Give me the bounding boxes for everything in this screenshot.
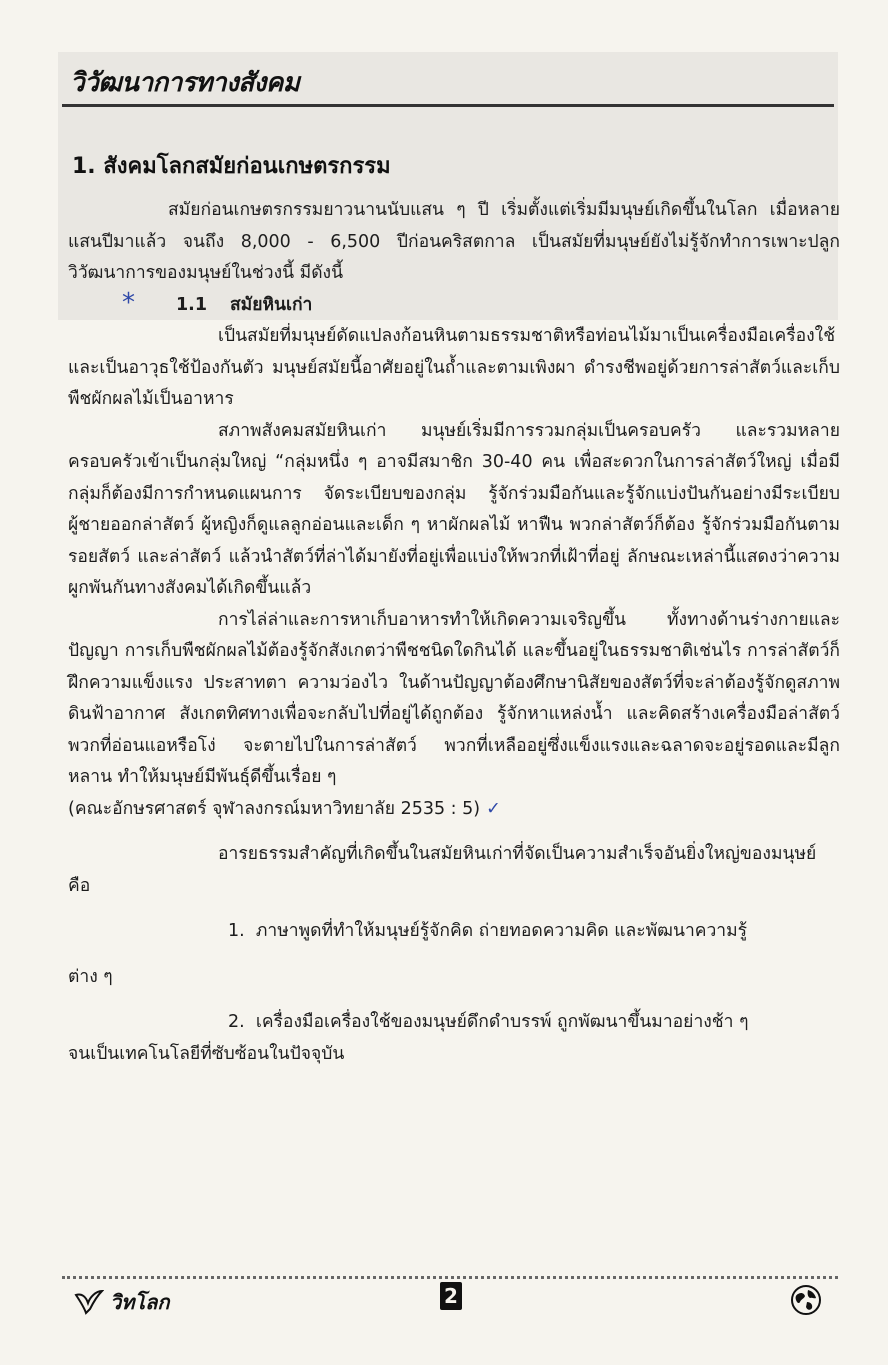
bird-icon [74,1289,104,1315]
subsection-heading [68,287,840,322]
list-text: เครื่องมือเครื่องใช้ของมนุษย์ดึกดำบรรพ์ ถูกพัฒนาขึ้นมาอย่างช้า ๆ [255,1012,749,1032]
subsection-title: สมัยหินเก่า [230,294,313,315]
list-number: 1. [228,921,245,941]
handwritten-tick-mark: ✓ [486,798,501,819]
paragraph-2: สภาพสังคมสมัยหินเก่า มนุษย์เริ่มมีการรวมกลุ่มเป็นครอบครัว และรวมหลายครอบครัวเข้าเป็นกลุ่มใหญ่ “กลุ่มหนึ่ง ๆ อาจมีสมาชิก 30-40 คน เพื่อสะดวกในการล่าสัตว์ใหญ่ เมื่อมีกลุ่มก็ต้องมีการกำหนดแผนการ จัดระเบียบของกลุ่ม รู้จักร่วมมือกันและรู้จักแบ่งปันกันอย่างมีระเบียบ ผู้ชายออกล่าสัตว์ ผู้หญิงก็ดูแลลูกอ่อนและเด็ก ๆ หาผักผลไม้ หาฟืน พวกล่าสัตว์ก็ต้อง รู้จักร่วมมือกันตามรอยสัตว์ และล่าสัตว์ แล้วนำสัตว์ที่ล่าได้มายังที่อยู่เพื่อแบ่งให้พวกที่เฝ้าที่อยู่ ลักษณะเหล่านี้แสดงว่าความผูกพันกันทางสังคมได้เกิดขึ้นแล้ว [68,420,840,598]
list-text: ภาษาพูดที่ทำให้มนุษย์รู้จักคิด ถ่ายทอดความคิด และพัฒนาความรู้ [255,921,748,941]
paragraph-3: การไล่ล่าและการหาเก็บอาหารทำให้เกิดความเจริญขึ้น ทั้งทางด้านร่างกายและปัญญา การเก็บพืชผักผลไม้ต้องรู้จักสังเกตว่าพืชชนิดใดกินได้ และขึ้นอยู่ในธรรมชาติเช่นไร การล่าสัตว์ก็ฝึกความแข็งแรง ประสาทตา ความว่องไว ในด้านปัญญาต้องศึกษานิสัยของสัตว์ที่จะล่าต้องรู้จักดูสภาพดินฟ้าอากาศ สังเกตทิศทางเพื่อจะกลับไปที่อยู่ได้ถูกต้อง รู้จักหาแหล่งน้ำ และคิดสร้างเครื่องมือล่าสัตว์ พวกที่อ่อนแอหรือโง่ จะตายไปในการล่าสัตว์ พวกที่เหลืออยู่ซึ่งแข็งแรงและฉลาดจะอยู่รอดและมีลูกหลาน ทำให้มนุษย์มีพันธุ์ดีขึ้นเรื่อย ๆ [68,609,840,787]
publisher-logo [74,1286,170,1318]
citation [68,794,840,826]
list-item-1-continuation: ต่าง ๆ [68,966,113,987]
citation-text: (คณะอักษรศาสตร์ จุฬาลงกรณ์มหาวิทยาลัย 2535 : 5) [68,798,481,819]
footer-divider [62,1276,838,1279]
subsection-number: 1.1 [176,294,208,315]
list-number: 2. [228,1012,245,1032]
globe-icon [790,1284,822,1320]
section-heading: 1. สังคมโลกสมัยก่อนเกษตรกรรม [72,154,391,179]
list-item-1 [68,916,840,948]
paragraph-4: อารยธรรมสำคัญที่เกิดขึ้นในสมัยหินเก่าที่จัดเป็นความสำเร็จอันยิ่งใหญ่ของมนุษย์ คือ [68,844,817,896]
paragraph-1: เป็นสมัยที่มนุษย์ดัดแปลงก้อนหินตามธรรมชาติหรือท่อนไม้มาเป็นเครื่องมือเครื่องใช้และเป็นอาวุธใช้ป้องกันตัว มนุษย์สมัยนี้อาศัยอยู่ในถ้ำและตามเพิงผา ดำรงชีพอยู่ด้วยการล่าสัตว์และเก็บพืชผักผลไม้เป็นอาหาร [68,326,840,409]
list-item-2 [68,1007,840,1039]
page-title: วิวัฒนาการทางสังคม [70,68,300,98]
page-number: 2 [440,1282,462,1310]
publisher-name: วิทโลก [110,1290,170,1314]
handwritten-star-mark: * [122,287,135,318]
title-divider [62,104,834,107]
list-item-2-continuation: จนเป็นเทคโนโลยีที่ซับซ้อนในปัจจุบัน [68,1043,345,1064]
section-intro: สมัยก่อนเกษตรกรรมยาวนานนับแสน ๆ ปี เริ่มตั้งแต่เริ่มมีมนุษย์เกิดขึ้นในโลก เมื่อหลายแสนปีมาแล้ว จนถึง 8,000 - 6,500 ปีก่อนคริสตกาล เป็นสมัยที่มนุษย์ยังไม่รู้จักทำการเพาะปลูก วิวัฒนาการของมนุษย์ในช่วงนี้ มีดังนี้ [68,200,840,283]
document-body [68,195,840,1070]
